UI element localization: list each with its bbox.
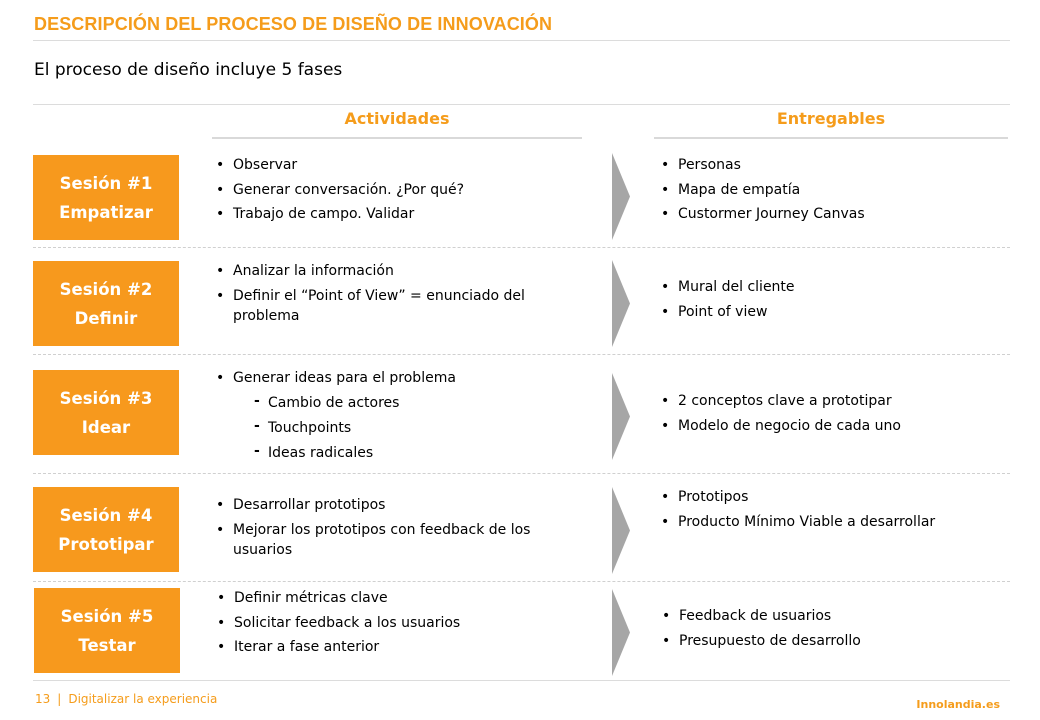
session-4-number: Sesión #4 (59, 505, 153, 525)
session-5-activities (217, 588, 587, 662)
chevron-right-icon (612, 487, 630, 574)
row-separator (33, 581, 1010, 582)
session-4-deliverables (661, 487, 1001, 536)
column-header-activities: Actividades (344, 109, 450, 128)
sub-list-item: - Cambio de actores (216, 393, 586, 413)
session-2-name: Definir (74, 308, 138, 328)
session-5-number: Sesión #5 (60, 606, 154, 626)
chevron-right-icon (612, 589, 630, 676)
list-item: • Modelo de negocio de cada uno (661, 416, 1001, 436)
session-3-number: Sesión #3 (59, 388, 153, 408)
row-separator (33, 247, 1010, 248)
session-2-deliverables (661, 277, 1001, 326)
list-item: • Generar conversación. ¿Por qué? (216, 180, 586, 200)
session-5-name: Testar (78, 635, 136, 655)
list-item: • Presupuesto de desarrollo (662, 631, 1002, 651)
session-5-deliverables (662, 606, 1002, 655)
list-item: • Solicitar feedback a los usuarios (217, 613, 587, 633)
list-item: • Desarrollar prototipos (216, 495, 556, 515)
brand-label: Innolandia.es (916, 698, 1000, 711)
list-item: • Mejorar los prototipos con feedback de los usuarios (216, 520, 556, 560)
session-3-box (33, 370, 179, 455)
slide-title: DESCRIPCIÓN DEL PROCESO DE DISEÑO DE INNOVACIÓN (34, 14, 553, 34)
slide-subtitle: El proceso de diseño incluye 5 fases (34, 60, 343, 80)
session-3-name: Idear (81, 417, 131, 437)
chevron-right-icon (612, 260, 630, 347)
list-item: • 2 conceptos clave a prototipar (661, 391, 1001, 411)
session-5-box (34, 588, 180, 673)
page-number: 13 (35, 692, 51, 706)
session-2-number: Sesión #2 (59, 279, 153, 299)
list-item: • Producto Mínimo Viable a desarrollar (661, 512, 1001, 532)
session-4-name: Prototipar (58, 534, 154, 554)
footer-page-info (35, 692, 217, 706)
list-item: • Iterar a fase anterior (217, 637, 587, 657)
session-1-box (33, 155, 179, 240)
list-item: • Point of view (661, 302, 1001, 322)
session-1-deliverables (661, 155, 1001, 229)
list-item: • Trabajo de campo. Validar (216, 204, 586, 224)
list-item: • Personas (661, 155, 1001, 175)
session-4-activities (216, 495, 556, 564)
chevron-right-icon (612, 373, 630, 460)
list-item: • Feedback de usuarios (662, 606, 1002, 626)
title-rule (33, 40, 1010, 41)
list-item: • Custormer Journey Canvas (661, 204, 1001, 224)
column-rule-activities (212, 137, 582, 139)
subtitle-rule (33, 104, 1010, 105)
session-2-box (33, 261, 179, 346)
sub-list-item: - Ideas radicales (216, 443, 586, 463)
list-item: • Prototipos (661, 487, 1001, 507)
row-separator (33, 354, 1010, 355)
footer-separator: | (57, 692, 62, 706)
list-item: • Generar ideas para el problema (216, 368, 586, 388)
list-item: • Analizar la información (216, 261, 546, 281)
list-item: • Mural del cliente (661, 277, 1001, 297)
column-rule-deliverables (654, 137, 1008, 139)
session-2-activities (216, 261, 546, 330)
footer-rule (33, 680, 1010, 681)
sub-list-item: - Touchpoints (216, 418, 586, 438)
list-item: • Mapa de empatía (661, 180, 1001, 200)
session-3-activities (216, 368, 586, 468)
session-1-number: Sesión #1 (59, 173, 153, 193)
column-header-deliverables: Entregables (776, 109, 886, 128)
list-item: • Definir métricas clave (217, 588, 587, 608)
list-item: • Definir el “Point of View” = enunciado del problema (216, 286, 546, 326)
footer-label: Digitalizar la experiencia (68, 692, 218, 706)
session-1-activities (216, 155, 586, 229)
list-item: • Observar (216, 155, 586, 175)
session-1-name: Empatizar (59, 202, 153, 222)
session-3-deliverables (661, 391, 1001, 440)
session-4-box (33, 487, 179, 572)
chevron-right-icon (612, 153, 630, 240)
row-separator (33, 473, 1010, 474)
